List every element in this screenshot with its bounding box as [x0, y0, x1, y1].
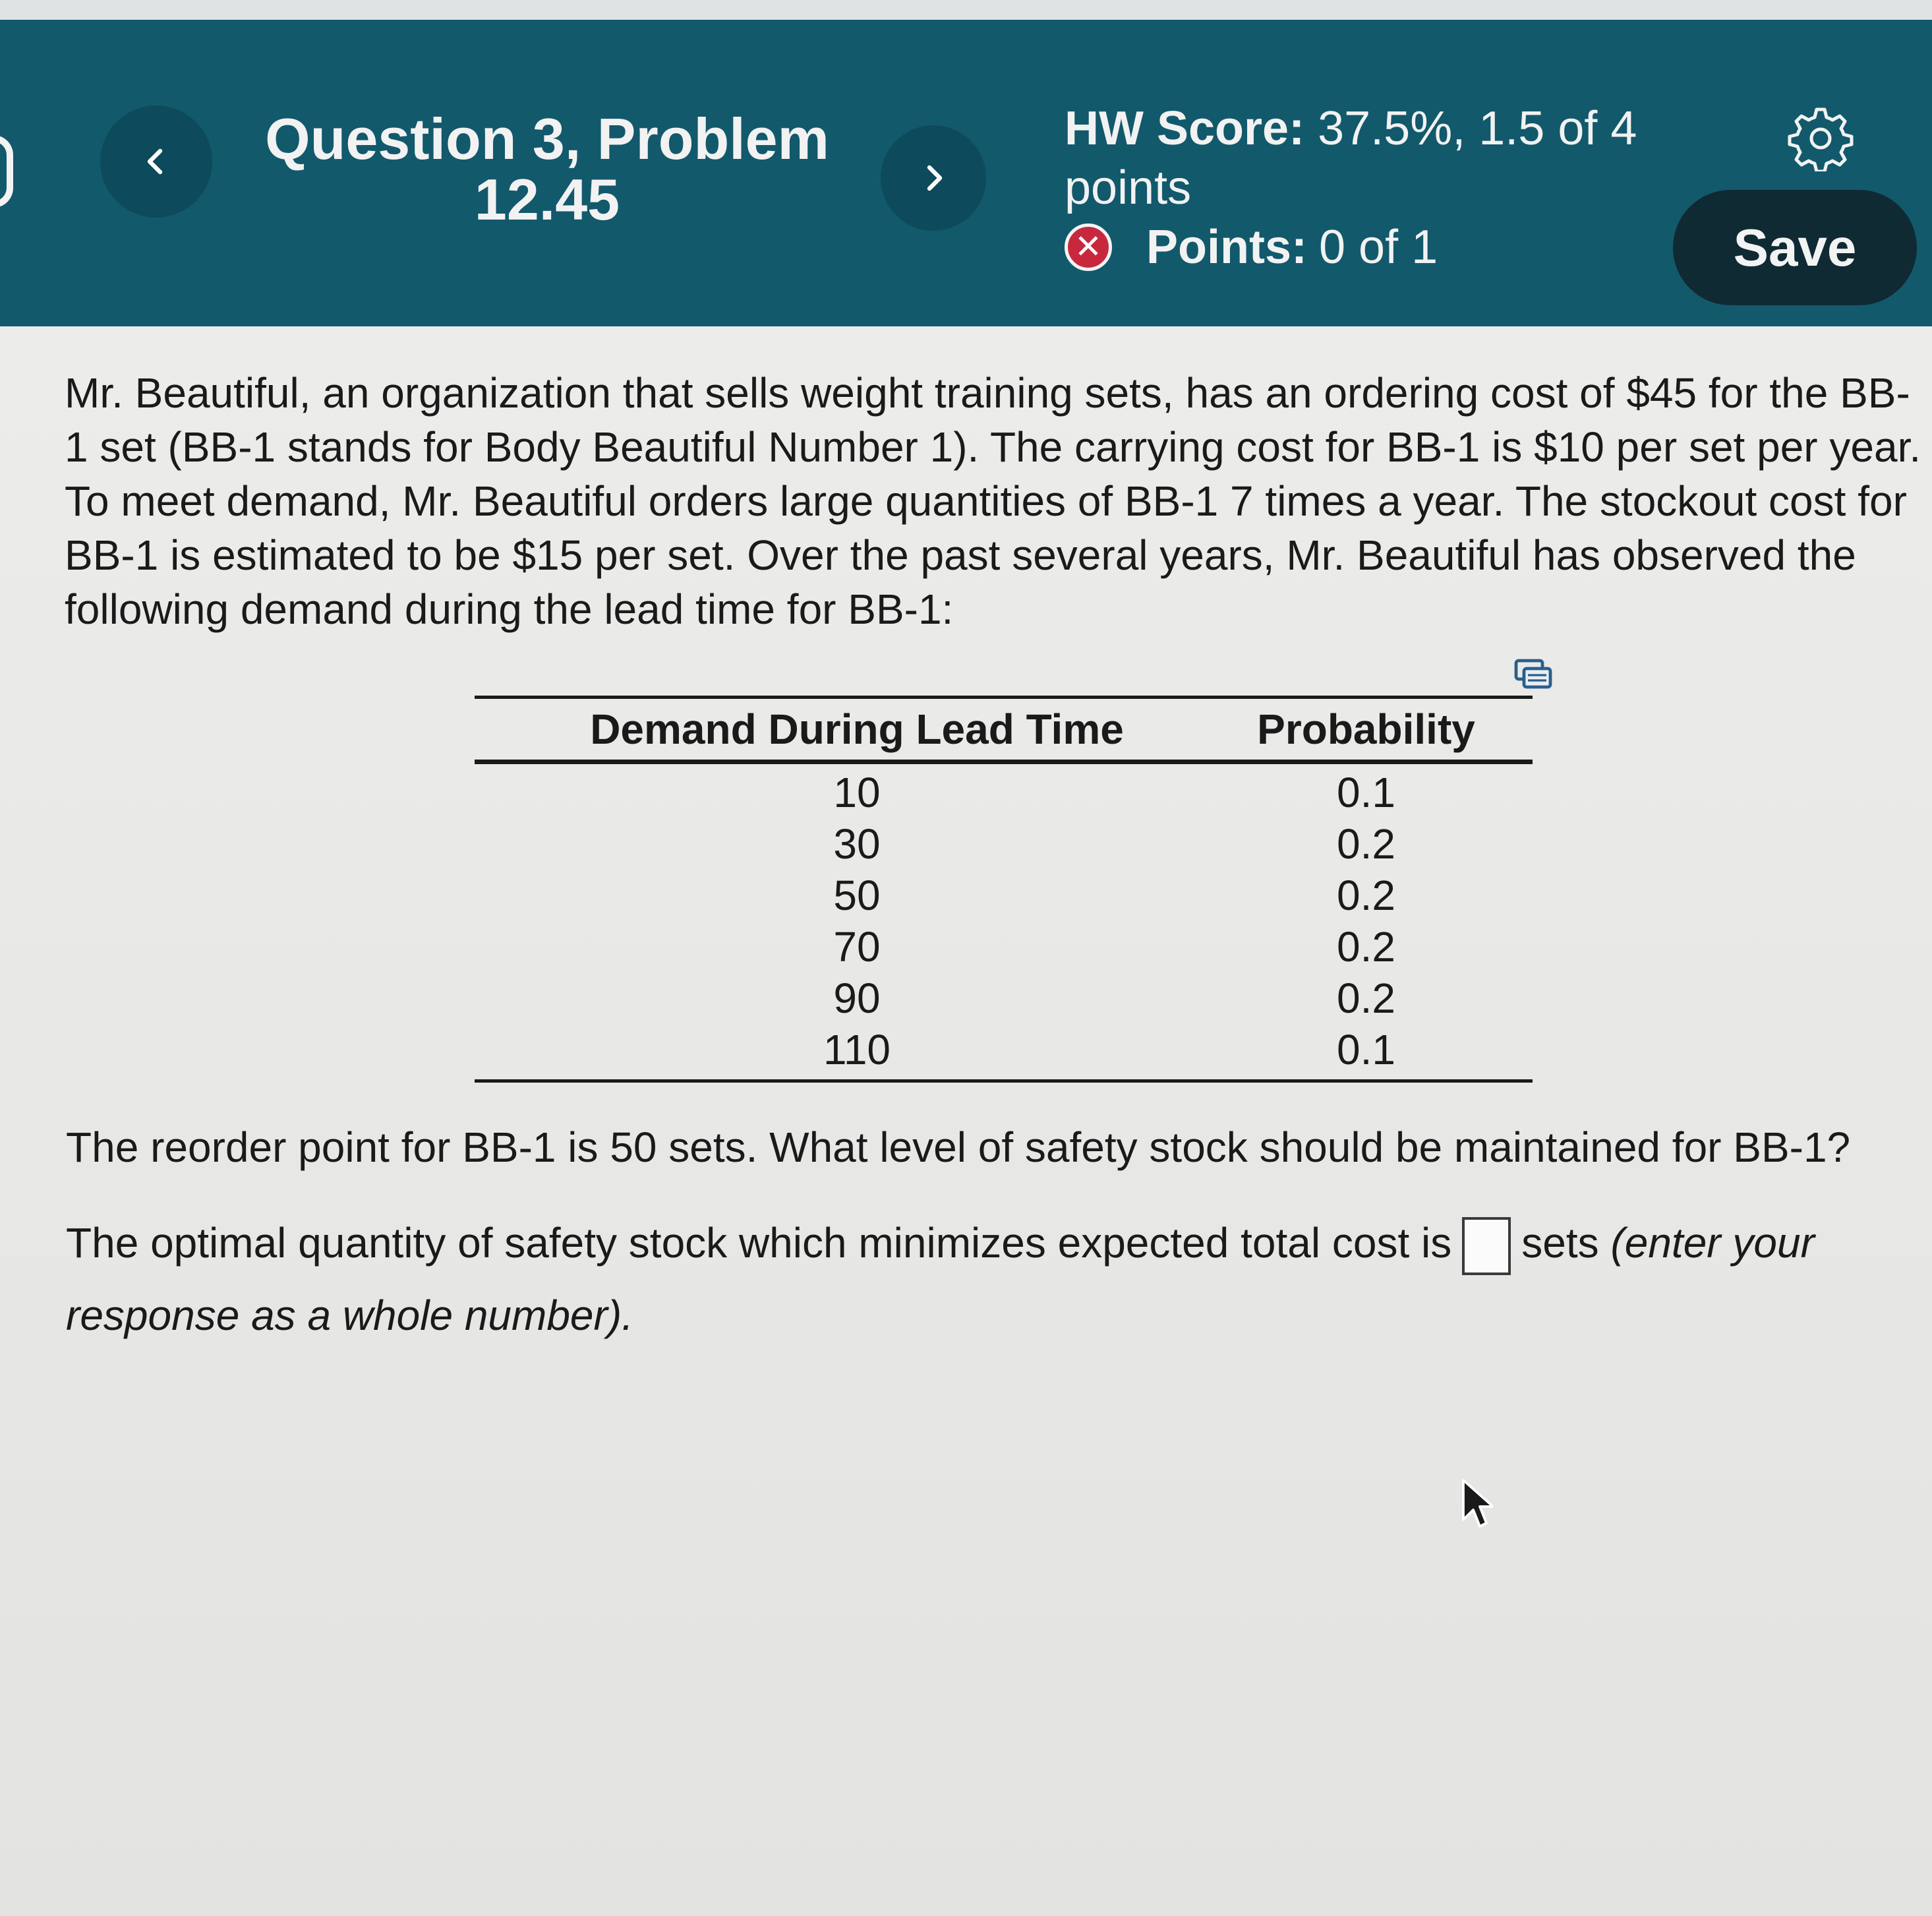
table-bottom-rule: [475, 1079, 1533, 1083]
table-row: [475, 818, 1533, 870]
probability-cell: 0.1: [1337, 769, 1395, 816]
problem-statement: Mr. Beautiful, an organization that sells weight training sets, has an ordering cost of $45 for the BB-1 set (BB-1 stands for Body Beautiful Number 1). The carrying cost for BB-1 is $10 per set per year. To meet demand, Mr. Beautiful orders large quantities of BB-1 7 times a year. The stockout cost for BB-1 is estimated to be $15 per set. Over the past several years, Mr. Beautiful has observed the following demand during the lead time for BB-1:: [65, 369, 1921, 633]
next-question-button[interactable]: [881, 125, 986, 231]
save-button[interactable]: Save: [1673, 190, 1917, 305]
demand-cell: 30: [833, 820, 881, 868]
hw-score: [1065, 99, 1658, 218]
demand-cell: 70: [833, 923, 881, 971]
probability-cell: 0.2: [1337, 820, 1395, 868]
previous-question-button[interactable]: [100, 105, 212, 218]
demand-table: [475, 696, 1533, 1083]
table-row: [475, 870, 1533, 921]
question-title: Question 3, Problem 12.45: [265, 106, 829, 232]
table-body: [475, 764, 1533, 1079]
table-row: [475, 973, 1533, 1024]
table-row: [475, 1024, 1533, 1075]
edge-bracket: [0, 135, 13, 208]
answer-format-note: (enter your response as a whole number).: [66, 1219, 1815, 1339]
x-circle-icon: ✕: [1065, 224, 1112, 271]
column-header-demand: Demand During Lead Time: [590, 705, 1124, 753]
demand-cell: 110: [823, 1026, 891, 1073]
answer-sentence: [66, 1207, 1912, 1352]
table-row: [475, 921, 1533, 973]
demand-cell: 90: [833, 974, 881, 1022]
table-row: [475, 767, 1533, 818]
probability-cell: 0.2: [1337, 974, 1395, 1022]
mouse-pointer-icon: [1460, 1477, 1493, 1530]
browser-top-strip: [0, 0, 1932, 20]
table-header-rule: [475, 760, 1533, 764]
answer-suffix: sets: [1521, 1219, 1599, 1267]
question-text: The reorder point for BB-1 is 50 sets. What level of safety stock should be maintained for BB-1?: [66, 1123, 1851, 1171]
probability-cell: 0.2: [1337, 923, 1395, 971]
probability-cell: 0.2: [1337, 872, 1395, 919]
points-label: Points:: [1146, 221, 1307, 274]
points-status: [1065, 218, 1438, 277]
hw-score-label: HW Score:: [1065, 102, 1305, 155]
points-value: 0 of 1: [1318, 221, 1438, 274]
answer-prefix: The optimal quantity of safety stock which minimizes expected total cost is: [66, 1219, 1452, 1267]
column-header-probability: Probability: [1257, 705, 1475, 753]
probability-cell: 0.1: [1337, 1026, 1395, 1073]
demand-cell: 10: [833, 769, 881, 816]
chevron-right-icon: [918, 162, 949, 194]
safety-stock-input[interactable]: [1462, 1217, 1511, 1275]
hw-score-value: 37.5%, 1.5 of 4 points: [1065, 102, 1637, 214]
demand-cell: 50: [833, 872, 881, 919]
table-header-row: [475, 699, 1533, 760]
chevron-left-icon: [140, 146, 172, 177]
copy-table-icon[interactable]: [1513, 658, 1553, 690]
gear-icon[interactable]: [1788, 105, 1854, 171]
